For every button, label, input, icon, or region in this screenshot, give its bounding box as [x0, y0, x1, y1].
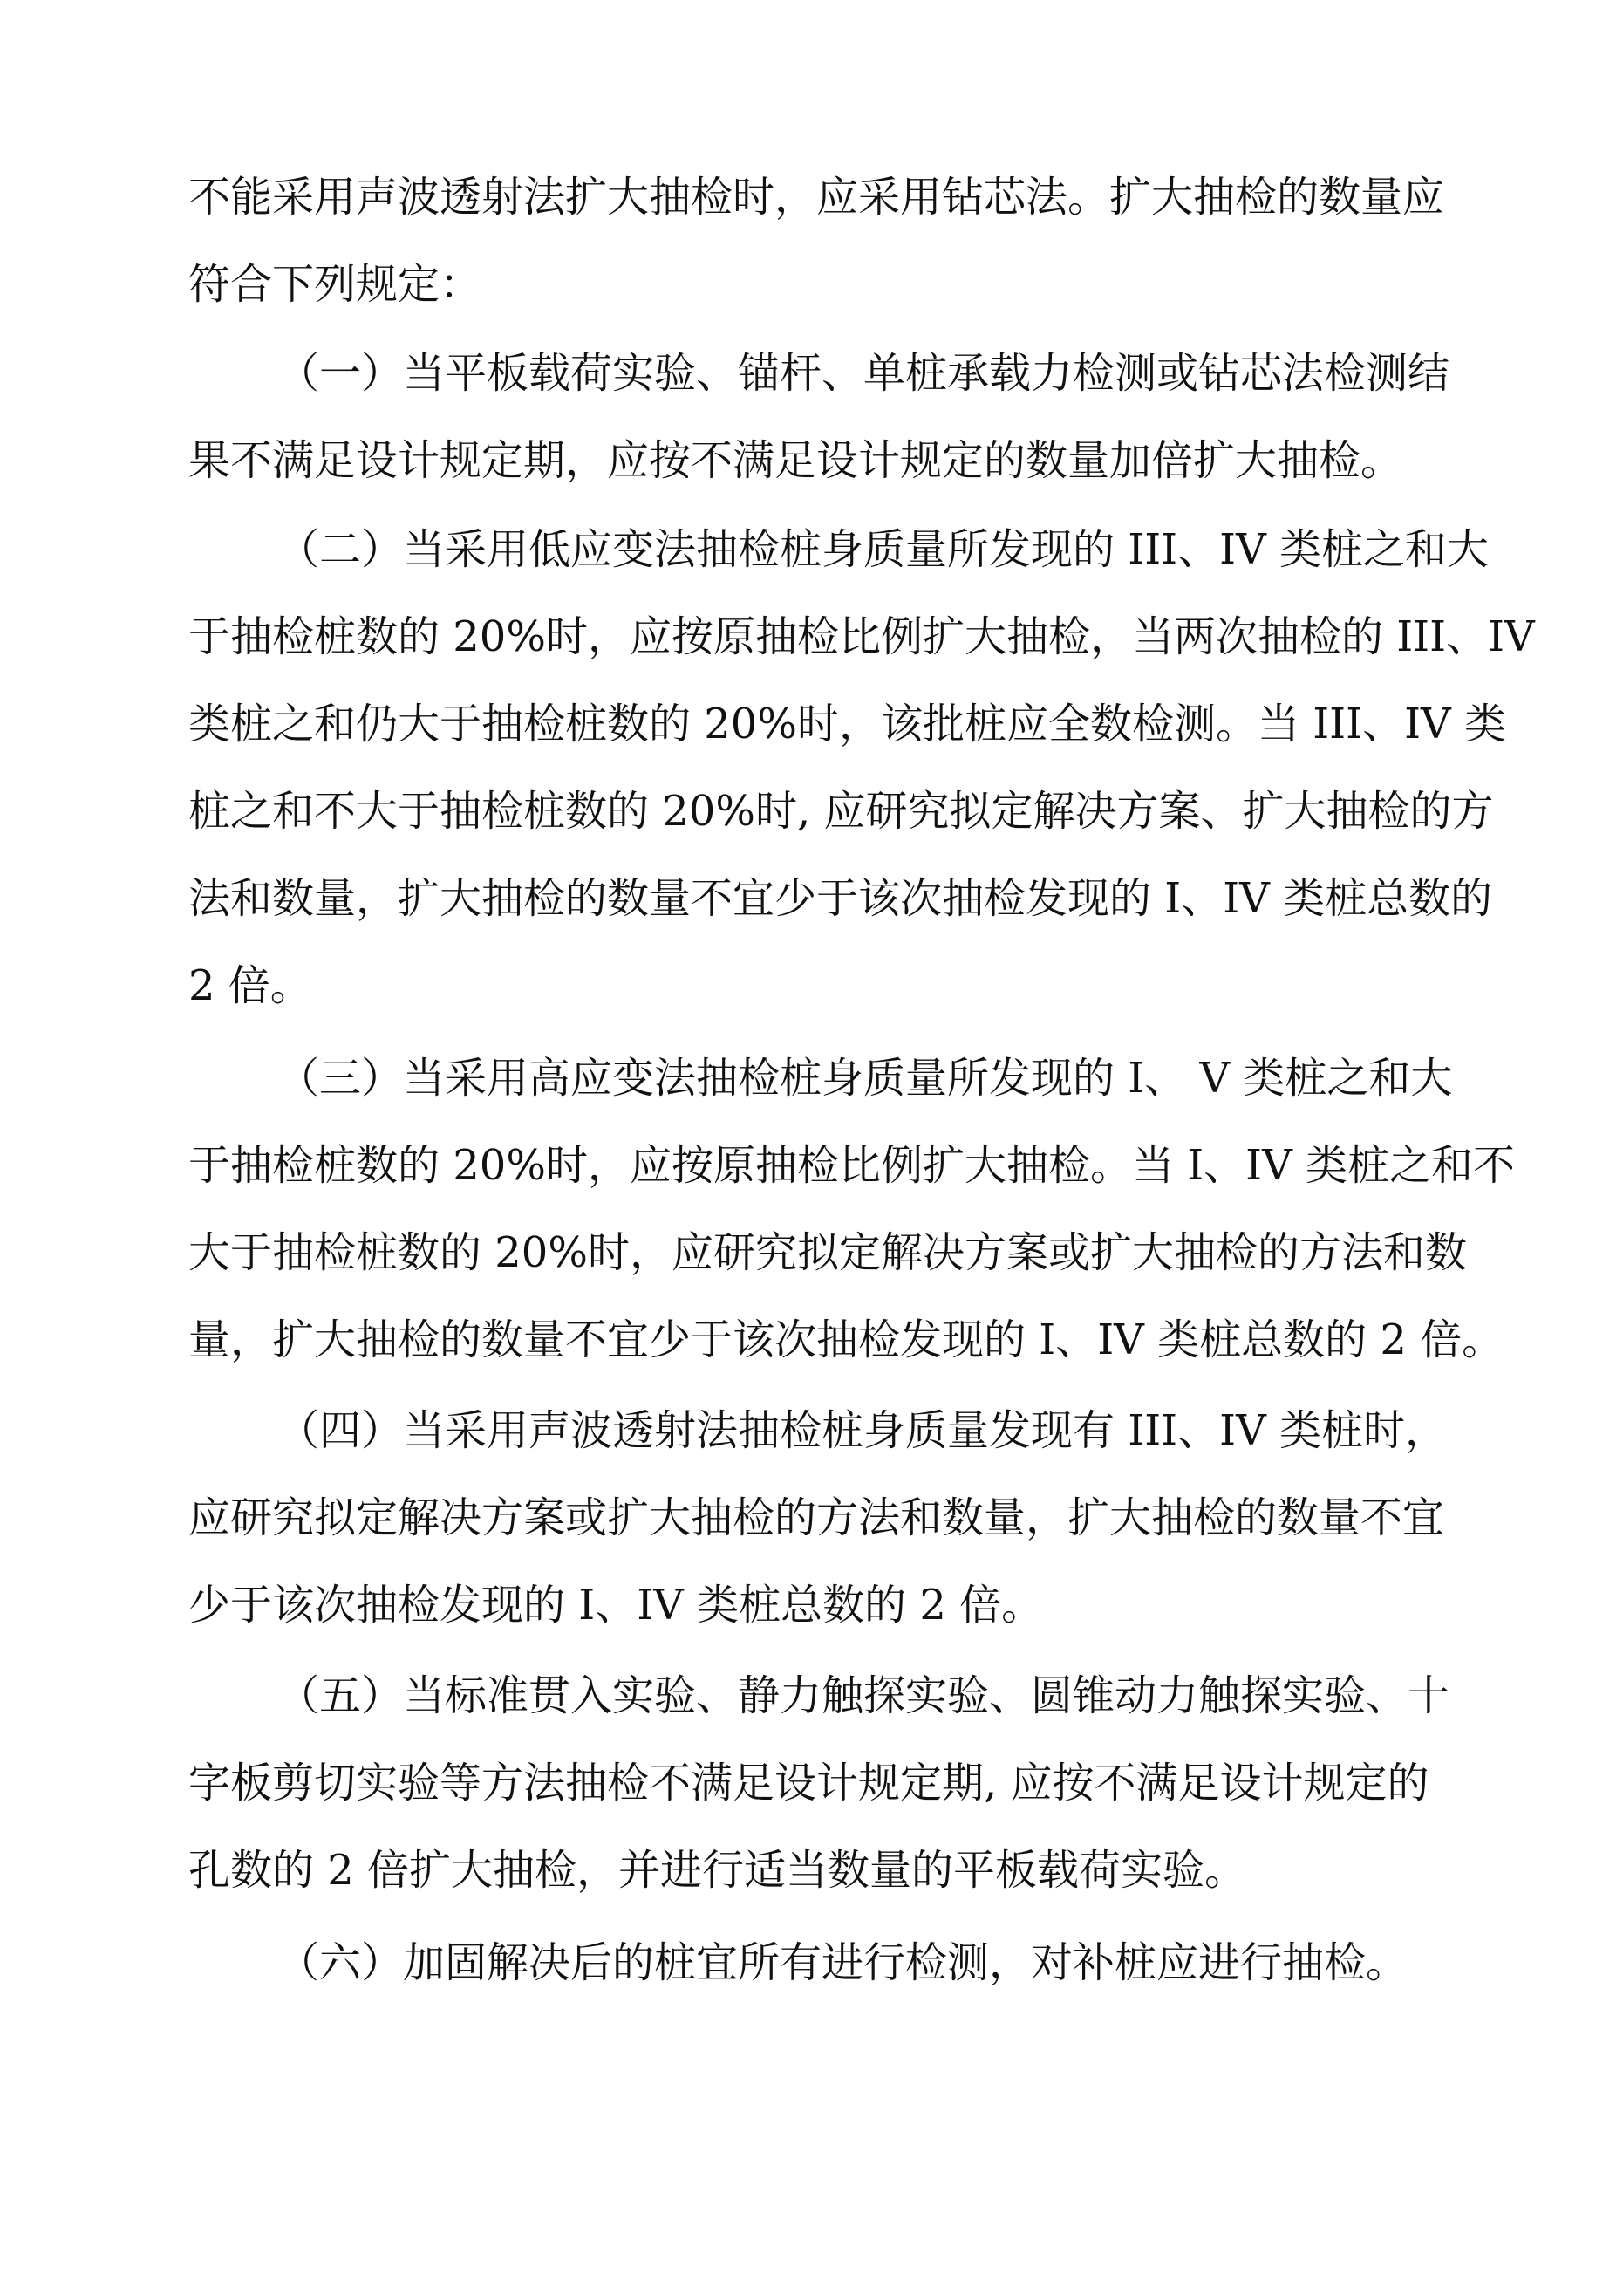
- text-line: 少于该次抽检发现的 I、IV 类桩总数的 2 倍。: [188, 1581, 1044, 1630]
- text-line: 孔数的 2 倍扩大抽检，并进行适当数量的平板载荷实验。: [188, 1846, 1247, 1895]
- text-line: 果不满足设计规定期，应按不满足设计规定的数量加倍扩大抽检。: [188, 436, 1403, 485]
- text-line: 法和数量，扩大抽检的数量不宜少于该次抽检发现的 I、IV 类桩总数的: [188, 874, 1493, 923]
- text-line: 类桩之和仍大于抽检桩数的 20%时，该批桩应全数检测。当 III、IV 类: [188, 700, 1506, 748]
- text-line: 字板剪切实验等方法抽检不满足设计规定期, 应按不满足设计规定的: [188, 1759, 1429, 1807]
- text-line: （一）当平板载荷实验、锚杆、单桩承载力检测或钻芯法检测结: [277, 349, 1450, 398]
- text-line: （二）当采用低应变法抽检桩身质量所发现的 III、IV 类桩之和大: [277, 525, 1490, 574]
- text-line: 于抽检桩数的 20%时，应按原抽检比例扩大抽检。当 I、IV 类桩之和不: [188, 1141, 1516, 1190]
- text-line: 符合下列规定：: [188, 260, 482, 309]
- text-line: 应研究拟定解决方案或扩大抽检的方法和数量，扩大抽检的数量不宜: [188, 1493, 1445, 1542]
- text-line: 量，扩大抽检的数量不宜少于该次抽检发现的 I、IV 类桩总数的 2 倍。: [188, 1315, 1504, 1364]
- text-line: 2 倍。: [188, 961, 312, 1010]
- text-line: 大于抽检桩数的 20%时，应研究拟定解决方案或扩大抽检的方法和数: [188, 1228, 1467, 1277]
- text-line: （五）当标准贯入实验、静力触探实验、圆锥动力触探实验、十: [277, 1671, 1450, 1720]
- text-line: （六）加固解决后的桩宜所有进行检测，对补桩应进行抽检。: [277, 1938, 1408, 1987]
- text-line: 于抽检桩数的 20%时，应按原抽检比例扩大抽检，当两次抽检的 III、IV: [188, 612, 1535, 661]
- text-line: 桩之和不大于抽检桩数的 20%时, 应研究拟定解决方案、扩大抽检的方: [188, 787, 1494, 836]
- text-line: （三）当采用高应变法抽检桩身质量所发现的 I、 V 类桩之和大: [277, 1054, 1453, 1103]
- text-line: （四）当采用声波透射法抽检桩身质量发现有 III、IV 类桩时，: [277, 1406, 1448, 1455]
- text-line: 不能采用声波透射法扩大抽检时，应采用钻芯法。扩大抽检的数量应: [188, 173, 1445, 222]
